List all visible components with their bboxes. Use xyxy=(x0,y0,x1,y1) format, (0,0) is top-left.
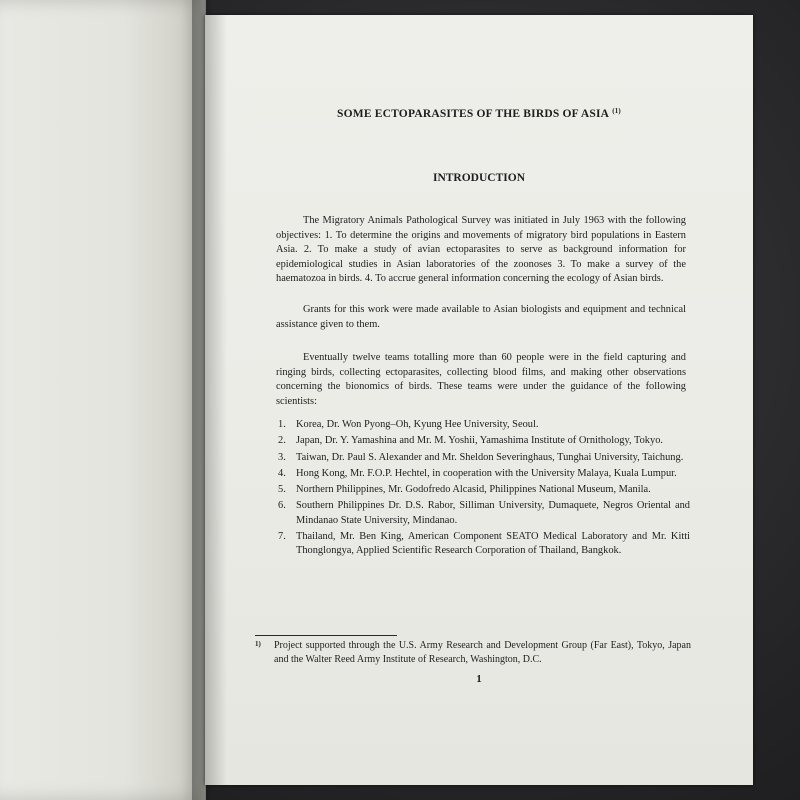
footnote-text: Project supported through the U.S. Army Research and Development Group (Far East), Tokyo, Japan and the Walter Reed Army Institute of Research, Washington, D.C. xyxy=(274,640,691,665)
list-item-number: 7. xyxy=(278,531,286,543)
footnote xyxy=(255,639,691,667)
list-item-number: 1. xyxy=(278,419,286,430)
list-item xyxy=(278,418,690,432)
page-edge-shadow xyxy=(205,15,227,785)
section-heading: INTRODUCTION xyxy=(432,172,525,184)
paragraph-teams: Eventually twelve teams totalling more than 60 people were in the field capturing and ringing birds, collecting ectoparasites, collecting blood films, and making other observations concerning the bionomics of birds. These teams were under the guidance of the following scientists: xyxy=(276,352,686,407)
list-item xyxy=(278,530,690,559)
list-item-text: Thailand, Mr. Ben King, American Component SEATO Medical Laboratory and Mr. Kitti Thonglongya, Applied Scientific Research Corporation of Thailand, Bangkok. xyxy=(296,531,690,557)
list-item-text: Korea, Dr. Won Pyong–Oh, Kyung Hee University, Seoul. xyxy=(296,419,539,430)
list-item xyxy=(278,499,690,528)
scientist-list xyxy=(278,418,690,561)
list-item xyxy=(278,483,690,497)
title-text: SOME ECTOPARASITES OF THE BIRDS OF ASIA xyxy=(337,108,610,120)
paragraph-objectives: The Migratory Animals Pathological Survey was initiated in July 1963 with the following objectives: 1. To determine the origins and movements of migratory bird populations in Eastern Asia. 2. To make a study of avian ectoparasites to serve as background information for epidemiological studies in Asian laboratories of the zoonoses 3. To make a survey of the haematozoa in birds. 4. To accrue general information concerning the ecology of Asian birds. xyxy=(276,215,686,285)
list-item-number: 6. xyxy=(278,500,286,512)
footnote-divider xyxy=(255,635,397,636)
paragraph-grants: Grants for this work were made available to Asian biologists and equipment and technical assistance given to them. xyxy=(276,304,686,330)
document-page xyxy=(205,15,753,785)
list-item xyxy=(278,434,690,448)
list-item-number: 5. xyxy=(278,484,286,496)
list-item xyxy=(278,451,690,465)
footnote-marker: 1) xyxy=(255,640,261,648)
list-item-number: 3. xyxy=(278,451,286,463)
list-item-text: Japan, Dr. Y. Yamashina and Mr. M. Yoshii, Yamashima Institute of Ornithology, Tokyo. xyxy=(296,435,663,447)
list-item-text: Northern Philippines, Mr. Godofredo Alcasid, Philippines National Museum, Manila. xyxy=(296,484,651,496)
list-item-number: 4. xyxy=(278,467,286,479)
list-item-text: Southern Philippines Dr. D.S. Rabor, Silliman University, Dumaquete, Negros Oriental and Mindanao State University, Mindanao. xyxy=(296,500,690,526)
list-item-text: Hong Kong, Mr. F.O.P. Hechtel, in cooperation with the University Malaya, Kuala Lumpur. xyxy=(296,467,677,479)
document-title xyxy=(205,107,753,120)
list-item xyxy=(278,467,690,481)
list-item-text: Taiwan, Dr. Paul S. Alexander and Mr. Sheldon Severinghaus, Tunghai University, Taichung. xyxy=(296,451,684,463)
left-page-blank xyxy=(0,0,206,800)
title-footnote-marker: (1) xyxy=(612,107,621,115)
page-number: 1 xyxy=(476,673,482,685)
list-item-number: 2. xyxy=(278,435,286,447)
